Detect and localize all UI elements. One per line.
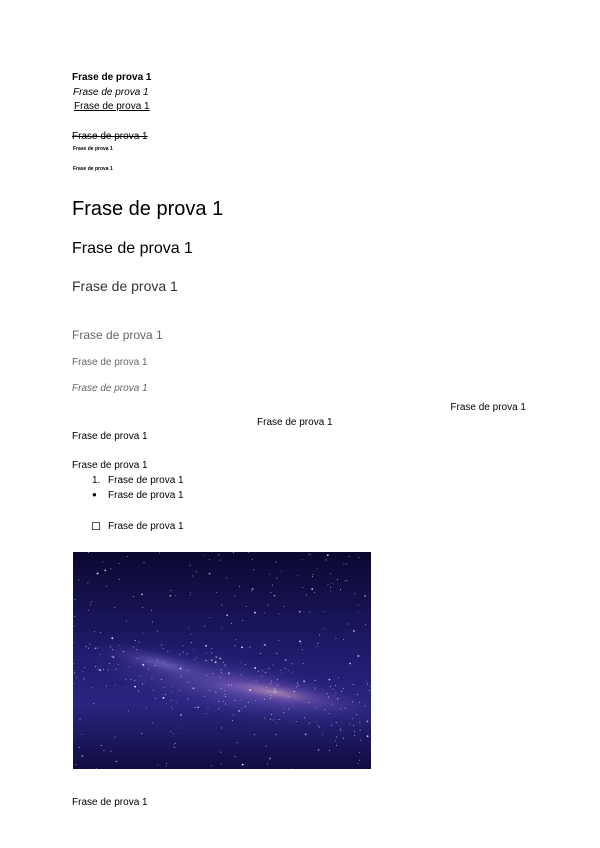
heading-4: Frase de prova 1 [72,328,163,342]
ordered-list-marker: 1. [92,475,101,486]
center-aligned-line: Frase de prova 1 [257,417,333,428]
list-intro-line: Frase de prova 1 [72,460,148,471]
left-aligned-line: Frase de prova 1 [72,431,148,442]
checklist-checkbox[interactable] [92,522,100,530]
right-aligned-line: Frase de prova 1 [450,402,526,413]
checklist-item: Frase de prova 1 [108,521,184,532]
underline-line: Frase de prova 1 [74,101,150,112]
heading-2: Frase de prova 1 [72,240,193,257]
heading-1: Frase de prova 1 [72,198,224,220]
heading-3: Frase de prova 1 [72,278,178,294]
heading-6: Frase de prova 1 [72,383,148,394]
bold-line: Frase de prova 1 [72,72,152,83]
tiny-line-2: Frase de prova 1 [73,166,113,172]
milky-way-image [73,552,371,769]
heading-5: Frase de prova 1 [72,357,148,368]
milky-way-photo [73,552,371,769]
ordered-list-item: Frase de prova 1 [108,475,184,486]
italic-line: Frase de prova 1 [73,87,149,98]
bullet-list-item: Frase de prova 1 [108,490,184,501]
strikethrough-line: Frase de prova 1 [72,131,148,142]
bullet-marker-icon: ● [92,490,97,499]
last-line: Frase de prova 1 [72,797,148,808]
tiny-line-1: Frase de prova 1 [73,146,113,152]
